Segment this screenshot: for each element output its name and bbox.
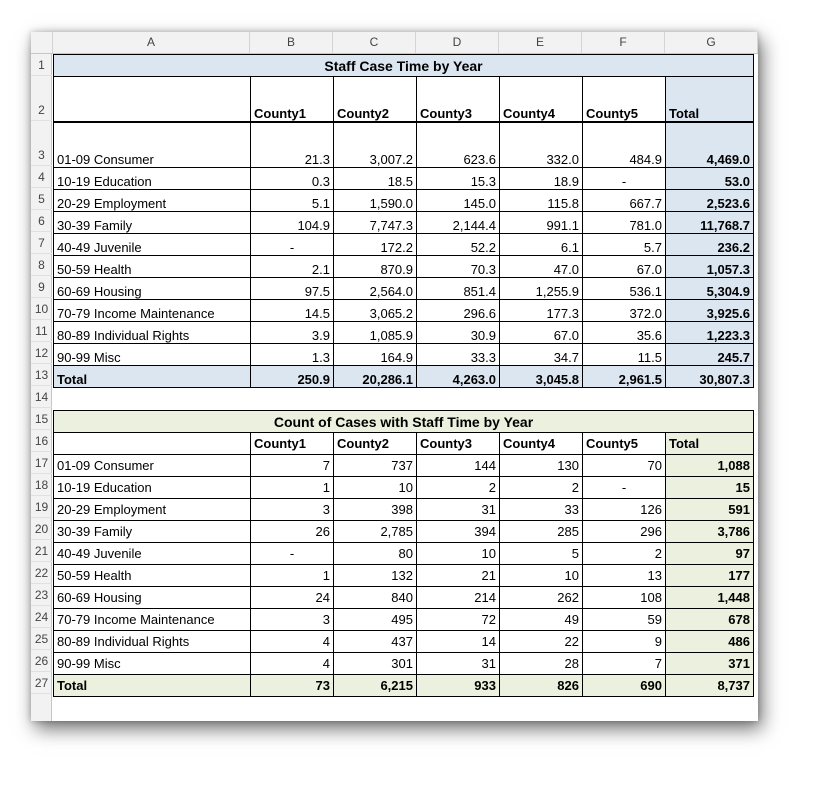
row-label[interactable]: 90-99 Misc [54, 344, 251, 366]
value-cell[interactable]: 3,065.2 [334, 300, 417, 322]
value-cell[interactable]: 9 [583, 631, 666, 653]
value-cell[interactable]: 1,590.0 [334, 190, 417, 212]
row-header[interactable]: 6 [31, 210, 52, 232]
table-row [54, 477, 754, 499]
row-header[interactable]: 2 [31, 76, 52, 121]
value-cell[interactable]: - [251, 234, 334, 256]
row-header[interactable]: 1 [31, 54, 52, 76]
value-cell[interactable]: 164.9 [334, 344, 417, 366]
total-cell[interactable]: 371 [666, 653, 754, 675]
total-cell[interactable]: 4,469.0 [666, 123, 754, 168]
row-label[interactable]: 30-39 Family [54, 212, 251, 234]
total-value-cell[interactable]: 933 [417, 675, 500, 697]
value-cell[interactable]: 398 [334, 499, 417, 521]
row-header[interactable]: 21 [31, 540, 52, 562]
value-cell[interactable]: 5 [500, 543, 583, 565]
value-cell[interactable]: 1.3 [251, 344, 334, 366]
value-cell[interactable]: 285 [500, 521, 583, 543]
table1-title[interactable]: Staff Case Time by Year [54, 55, 754, 77]
column-header-f[interactable]: F [582, 32, 665, 53]
header-cell[interactable]: County4 [500, 77, 583, 122]
value-cell[interactable]: 536.1 [583, 278, 666, 300]
value-cell[interactable]: 3.9 [251, 322, 334, 344]
value-cell[interactable]: 108 [583, 587, 666, 609]
value-cell[interactable]: 34.7 [500, 344, 583, 366]
row-label[interactable]: 80-89 Individual Rights [54, 322, 251, 344]
table-row [54, 278, 754, 300]
row-header[interactable]: 17 [31, 452, 52, 474]
value-cell[interactable]: 4 [251, 631, 334, 653]
row-header[interactable]: 27 [31, 672, 52, 694]
value-cell[interactable]: 18.5 [334, 168, 417, 190]
table-row [54, 455, 754, 477]
row-label[interactable]: 10-19 Education [54, 168, 251, 190]
total-cell[interactable]: 245.7 [666, 344, 754, 366]
value-cell[interactable]: 781.0 [583, 212, 666, 234]
total-row [54, 675, 754, 697]
total-cell[interactable]: 5,304.9 [666, 278, 754, 300]
row-header[interactable]: 9 [31, 276, 52, 298]
table-row [54, 212, 754, 234]
value-cell[interactable]: 70 [583, 455, 666, 477]
table-row [54, 322, 754, 344]
column-header-g[interactable]: G [665, 32, 758, 53]
total-cell[interactable]: 236.2 [666, 234, 754, 256]
value-cell[interactable]: 33.3 [417, 344, 500, 366]
value-cell[interactable]: 10 [417, 543, 500, 565]
row-header[interactable]: 13 [31, 364, 52, 386]
total-value-cell[interactable]: 2,961.5 [583, 366, 666, 388]
row-label[interactable]: 50-59 Health [54, 256, 251, 278]
row-header[interactable]: 18 [31, 474, 52, 496]
table-row [54, 521, 754, 543]
value-cell[interactable]: 49 [500, 609, 583, 631]
value-cell[interactable]: 437 [334, 631, 417, 653]
total-value-cell[interactable]: 250.9 [251, 366, 334, 388]
total-cell[interactable]: 15 [666, 477, 754, 499]
value-cell[interactable]: 5.1 [251, 190, 334, 212]
empty-cell[interactable] [53, 388, 758, 410]
row-label[interactable]: 40-49 Juvenile [54, 543, 251, 565]
row-header[interactable]: 19 [31, 496, 52, 518]
total-cell[interactable]: 678 [666, 609, 754, 631]
value-cell[interactable]: 67.0 [583, 256, 666, 278]
row-header[interactable]: 24 [31, 606, 52, 628]
total-cell[interactable]: 591 [666, 499, 754, 521]
value-cell[interactable]: 667.7 [583, 190, 666, 212]
value-cell[interactable]: 332.0 [500, 123, 583, 168]
value-cell[interactable]: 31 [417, 499, 500, 521]
value-cell[interactable]: - [583, 477, 666, 499]
row-header[interactable]: 26 [31, 650, 52, 672]
value-cell[interactable]: 10 [334, 477, 417, 499]
case-count-table [53, 410, 754, 697]
grand-total-cell[interactable]: 8,737 [666, 675, 754, 697]
value-cell[interactable]: 33 [500, 499, 583, 521]
column-header-bar [31, 32, 758, 54]
value-cell[interactable]: 26 [251, 521, 334, 543]
header-cell[interactable]: County2 [334, 77, 417, 122]
column-header-b[interactable]: B [250, 32, 333, 53]
staff-case-time-table [53, 54, 754, 122]
total-value-cell[interactable]: 6,215 [334, 675, 417, 697]
row-header[interactable]: 25 [31, 628, 52, 650]
column-header-e[interactable]: E [499, 32, 582, 53]
row-header[interactable]: 14 [31, 386, 52, 408]
table-row [54, 543, 754, 565]
value-cell[interactable]: 18.9 [500, 168, 583, 190]
value-cell[interactable]: 2 [583, 543, 666, 565]
row-label[interactable]: 01-09 Consumer [54, 455, 251, 477]
value-cell[interactable]: 2,144.4 [417, 212, 500, 234]
value-cell[interactable]: 3,007.2 [334, 123, 417, 168]
table-row [54, 587, 754, 609]
value-cell[interactable]: 2 [500, 477, 583, 499]
header-cell[interactable]: County5 [583, 433, 666, 455]
value-cell[interactable]: 21.3 [251, 123, 334, 168]
total-value-cell[interactable]: 4,263.0 [417, 366, 500, 388]
table-row [54, 300, 754, 322]
value-cell[interactable]: 296.6 [417, 300, 500, 322]
row-label[interactable]: 60-69 Housing [54, 278, 251, 300]
total-cell[interactable]: 97 [666, 543, 754, 565]
value-cell[interactable]: 177.3 [500, 300, 583, 322]
row-header[interactable]: 20 [31, 518, 52, 540]
row-header[interactable]: 5 [31, 188, 52, 210]
value-cell[interactable]: 2.1 [251, 256, 334, 278]
value-cell[interactable]: 11.5 [583, 344, 666, 366]
row-header[interactable]: 8 [31, 254, 52, 276]
row-header[interactable]: 4 [31, 166, 52, 188]
row-header[interactable]: 16 [31, 430, 52, 452]
total-cell[interactable]: 1,448 [666, 587, 754, 609]
total-cell[interactable]: 1,057.3 [666, 256, 754, 278]
total-row [54, 366, 754, 388]
value-cell[interactable]: 145.0 [417, 190, 500, 212]
header-row [54, 433, 754, 455]
value-cell[interactable]: 70.3 [417, 256, 500, 278]
total-label[interactable]: Total [54, 675, 251, 697]
value-cell[interactable]: 30.9 [417, 322, 500, 344]
grand-total-cell[interactable]: 30,807.3 [666, 366, 754, 388]
value-cell[interactable]: 97.5 [251, 278, 334, 300]
header-blank-cell[interactable] [54, 433, 251, 455]
table-row [54, 653, 754, 675]
value-cell[interactable]: 1,255.9 [500, 278, 583, 300]
total-cell[interactable]: 2,523.6 [666, 190, 754, 212]
table-row [54, 190, 754, 212]
value-cell[interactable]: 130 [500, 455, 583, 477]
value-cell[interactable]: 5.7 [583, 234, 666, 256]
row-label[interactable]: 60-69 Housing [54, 587, 251, 609]
table-row [54, 256, 754, 278]
value-cell[interactable]: 484.9 [583, 123, 666, 168]
spreadsheet [31, 32, 758, 721]
row-header[interactable]: 15 [31, 408, 52, 430]
column-header-d[interactable]: D [416, 32, 499, 53]
table-row [54, 234, 754, 256]
table2-title[interactable]: Count of Cases with Staff Time by Year [54, 411, 754, 433]
value-cell[interactable]: 15.3 [417, 168, 500, 190]
value-cell[interactable]: 21 [417, 565, 500, 587]
total-cell[interactable]: 1,088 [666, 455, 754, 477]
row-label[interactable]: 90-99 Misc [54, 653, 251, 675]
row-label[interactable]: 40-49 Juvenile [54, 234, 251, 256]
total-label[interactable]: Total [54, 366, 251, 388]
value-cell[interactable]: 7,747.3 [334, 212, 417, 234]
column-header-c[interactable]: C [333, 32, 416, 53]
header-blank-cell[interactable] [54, 77, 251, 122]
value-cell[interactable]: - [583, 168, 666, 190]
select-all-corner[interactable] [31, 32, 53, 53]
header-cell[interactable]: County5 [583, 77, 666, 122]
value-cell[interactable]: 144 [417, 455, 500, 477]
total-cell[interactable]: 177 [666, 565, 754, 587]
row-label[interactable]: 30-39 Family [54, 521, 251, 543]
total-cell[interactable]: 53.0 [666, 168, 754, 190]
header-cell[interactable]: Total [666, 433, 754, 455]
total-value-cell[interactable]: 690 [583, 675, 666, 697]
row-label[interactable]: 50-59 Health [54, 565, 251, 587]
value-cell[interactable]: 31 [417, 653, 500, 675]
total-cell[interactable]: 1,223.3 [666, 322, 754, 344]
table-row [54, 631, 754, 653]
value-cell[interactable]: 115.8 [500, 190, 583, 212]
value-cell[interactable]: 372.0 [583, 300, 666, 322]
value-cell[interactable]: 7 [583, 653, 666, 675]
value-cell[interactable]: 22 [500, 631, 583, 653]
total-value-cell[interactable]: 73 [251, 675, 334, 697]
total-value-cell[interactable]: 20,286.1 [334, 366, 417, 388]
row-label[interactable]: 20-29 Employment [54, 499, 251, 521]
row-label[interactable]: 20-29 Employment [54, 190, 251, 212]
value-cell[interactable]: 3 [251, 499, 334, 521]
table-row [54, 168, 754, 190]
value-cell[interactable]: 6.1 [500, 234, 583, 256]
value-cell[interactable]: 47.0 [500, 256, 583, 278]
table-row [54, 123, 754, 168]
value-cell[interactable]: 737 [334, 455, 417, 477]
value-cell[interactable]: 7 [251, 455, 334, 477]
value-cell[interactable]: 132 [334, 565, 417, 587]
value-cell[interactable]: 2,564.0 [334, 278, 417, 300]
row-label[interactable]: 80-89 Individual Rights [54, 631, 251, 653]
header-cell[interactable]: County1 [251, 433, 334, 455]
row-header[interactable]: 12 [31, 342, 52, 364]
value-cell[interactable]: 172.2 [334, 234, 417, 256]
row-header[interactable]: 23 [31, 584, 52, 606]
value-cell[interactable]: 59 [583, 609, 666, 631]
value-cell[interactable]: 851.4 [417, 278, 500, 300]
total-value-cell[interactable]: 3,045.8 [500, 366, 583, 388]
row-header[interactable]: 22 [31, 562, 52, 584]
total-cell[interactable]: 486 [666, 631, 754, 653]
table-row [54, 565, 754, 587]
value-cell[interactable]: 67.0 [500, 322, 583, 344]
value-cell[interactable]: 301 [334, 653, 417, 675]
cell-grid [53, 54, 758, 697]
row-header[interactable]: 7 [31, 232, 52, 254]
value-cell[interactable]: 870.9 [334, 256, 417, 278]
value-cell[interactable]: 80 [334, 543, 417, 565]
value-cell[interactable]: 14.5 [251, 300, 334, 322]
total-cell[interactable]: 3,925.6 [666, 300, 754, 322]
value-cell[interactable]: - [251, 543, 334, 565]
header-cell[interactable]: County1 [251, 77, 334, 122]
header-cell[interactable]: County2 [334, 433, 417, 455]
value-cell[interactable]: 1 [251, 477, 334, 499]
table-row [54, 499, 754, 521]
value-cell[interactable]: 13 [583, 565, 666, 587]
value-cell[interactable]: 495 [334, 609, 417, 631]
value-cell[interactable]: 104.9 [251, 212, 334, 234]
row-label[interactable]: 70-79 Income Maintenance [54, 609, 251, 631]
empty-row-14 [53, 388, 758, 410]
row-label[interactable]: 01-09 Consumer [54, 123, 251, 168]
header-cell[interactable]: County3 [417, 433, 500, 455]
row-header[interactable]: 3 [31, 121, 52, 166]
value-cell[interactable]: 35.6 [583, 322, 666, 344]
value-cell[interactable]: 296 [583, 521, 666, 543]
value-cell[interactable]: 840 [334, 587, 417, 609]
total-cell[interactable]: 11,768.7 [666, 212, 754, 234]
header-cell[interactable]: Total [666, 77, 754, 122]
column-header-a[interactable]: A [53, 32, 250, 53]
value-cell[interactable]: 0.3 [251, 168, 334, 190]
table-row [54, 609, 754, 631]
value-cell[interactable]: 52.2 [417, 234, 500, 256]
value-cell[interactable]: 28 [500, 653, 583, 675]
row-header[interactable]: 11 [31, 320, 52, 342]
row-label[interactable]: 70-79 Income Maintenance [54, 300, 251, 322]
row-header-bar [31, 54, 52, 721]
header-cell[interactable]: County4 [500, 433, 583, 455]
value-cell[interactable]: 991.1 [500, 212, 583, 234]
row-header[interactable]: 10 [31, 298, 52, 320]
value-cell[interactable]: 2,785 [334, 521, 417, 543]
value-cell[interactable]: 10 [500, 565, 583, 587]
value-cell[interactable]: 24 [251, 587, 334, 609]
value-cell[interactable]: 214 [417, 587, 500, 609]
value-cell[interactable]: 1,085.9 [334, 322, 417, 344]
staff-case-time-body [53, 122, 754, 388]
row-label[interactable]: 10-19 Education [54, 477, 251, 499]
value-cell[interactable]: 262 [500, 587, 583, 609]
value-cell[interactable]: 623.6 [417, 123, 500, 168]
value-cell[interactable]: 2 [417, 477, 500, 499]
value-cell[interactable]: 126 [583, 499, 666, 521]
header-cell[interactable]: County3 [417, 77, 500, 122]
total-value-cell[interactable]: 826 [500, 675, 583, 697]
table-row [54, 344, 754, 366]
value-cell[interactable]: 1 [251, 565, 334, 587]
value-cell[interactable]: 14 [417, 631, 500, 653]
value-cell[interactable]: 394 [417, 521, 500, 543]
total-cell[interactable]: 3,786 [666, 521, 754, 543]
value-cell[interactable]: 4 [251, 653, 334, 675]
value-cell[interactable]: 72 [417, 609, 500, 631]
value-cell[interactable]: 3 [251, 609, 334, 631]
